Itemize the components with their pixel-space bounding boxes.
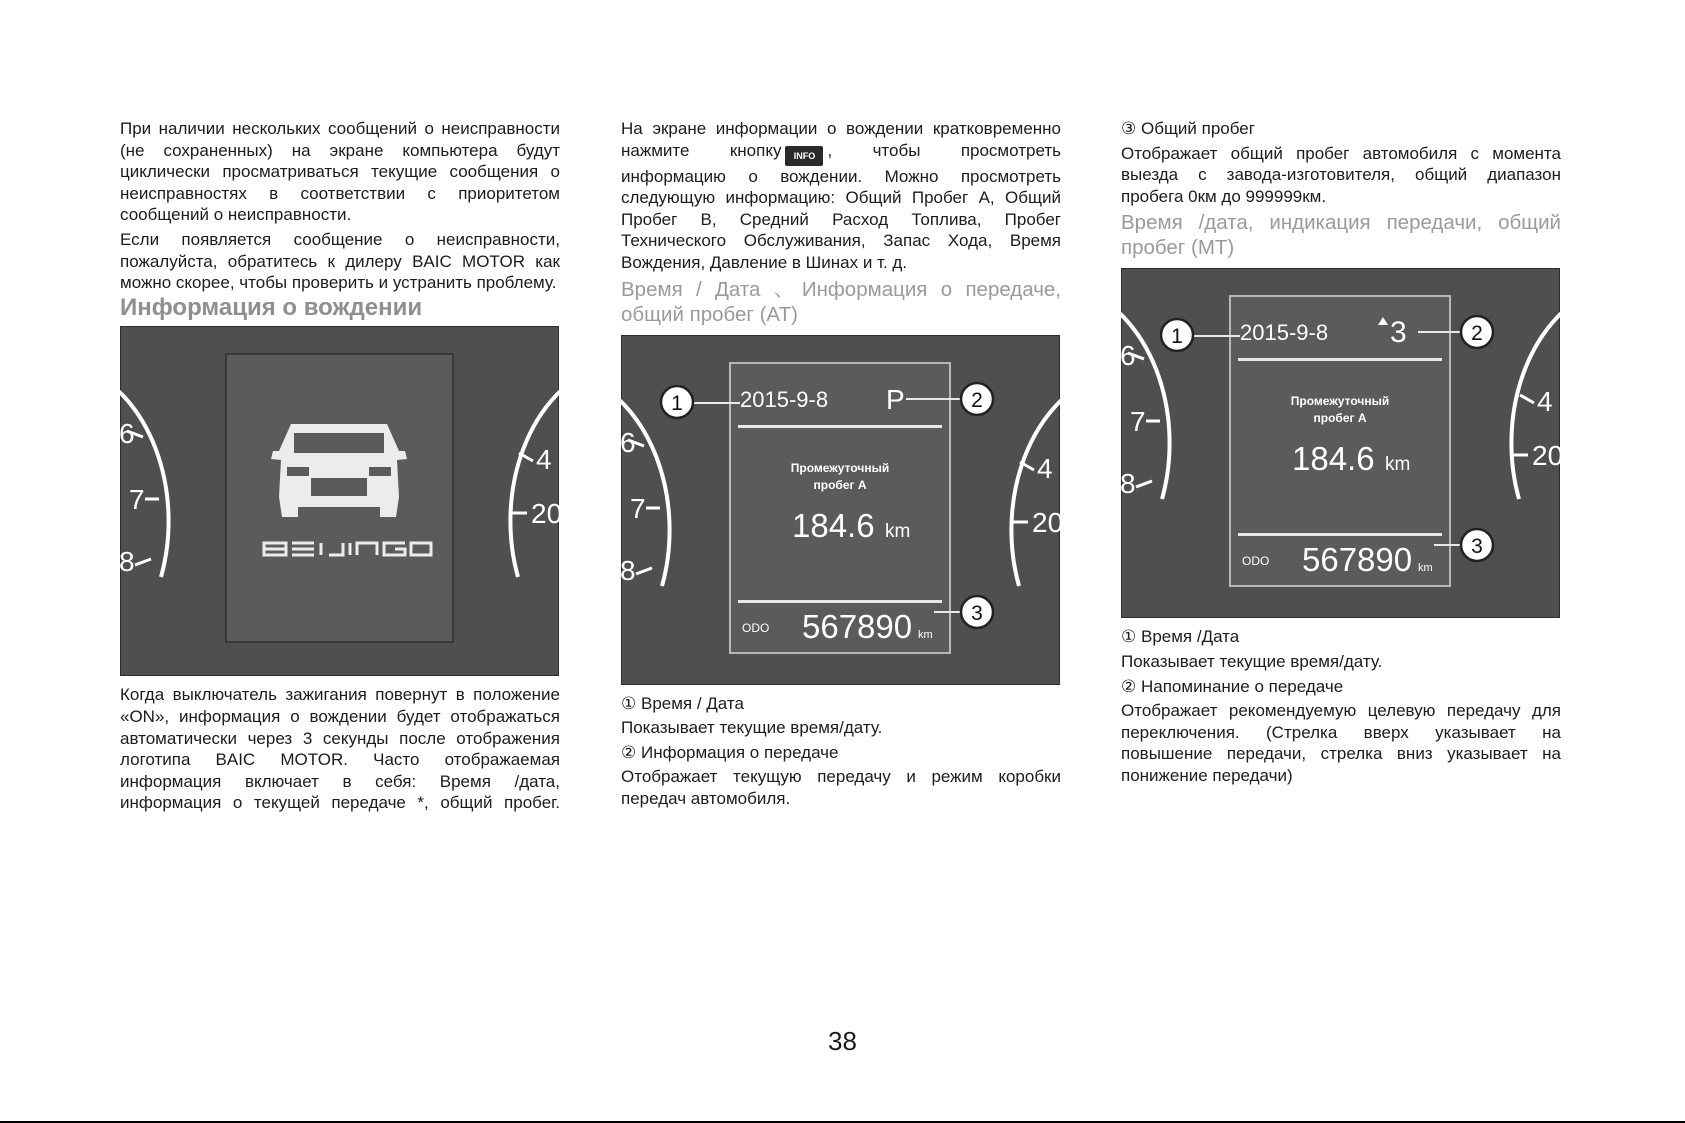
item-1-number: ① [1121,627,1137,647]
item-1-heading [621,693,1061,715]
item-2-title: Информация о передаче [640,742,839,762]
item-3-text: Отображает общий пробег автомобиля с момента выезда с завода-изготовителя, общий диапазон пробега 0км до 999999км. [1121,143,1561,206]
item-2-heading [1121,676,1561,698]
trip-title-line2: пробег А [1313,411,1367,426]
item-2-heading [621,742,1061,764]
item-2-number: ② [1121,676,1137,696]
item-2-text: Отображает текущую передачу и режим коробки передач автомобиля. [621,767,1061,808]
svg-text:1: 1 [1171,325,1183,349]
odo-label: ODO [1242,554,1270,569]
column-2 [620,118,1064,813]
left-gauge-label-8: 8 [119,546,135,578]
subheading-mt: Время /дата, индикация передачи, общий пробег (MT) [1121,211,1561,260]
cluster-image-at [620,335,1064,685]
paragraph-contact-dealer: Если появляется сообщение о неисправности, пожалуйста, обратитесь к дилеру BAIC MOTOR как можно скорее, чтобы проверить и устранить проблему. [120,229,560,293]
item-2-number: ② [621,742,637,762]
item-1-number: ① [621,693,637,713]
left-gauge-label-7: 7 [1130,406,1146,438]
svg-text:3: 3 [971,601,983,625]
trip-title-line2: пробег А [813,477,867,492]
column-1 [119,118,563,817]
right-gauge-label-4: 4 [536,444,552,476]
callout-2 [961,383,993,415]
trip-title-line1: Промежуточный [1290,394,1390,409]
column-3 [1120,118,1564,790]
callout-3 [1461,529,1493,561]
item-1-text: Показывает текущие время/дату. [1121,651,1383,671]
left-gauge-label-8: 8 [620,554,636,586]
cluster-image-logo [119,326,563,676]
callout-1 [661,386,693,418]
right-gauge-label-20: 20 [1032,506,1064,538]
trip-value: 184.6 [1292,440,1375,478]
cluster-at-illustration [620,336,1064,684]
display-date: 2015-9-8 [1240,320,1329,346]
odo-label: ODO [742,620,770,635]
cluster-logo-illustration [119,327,563,675]
trip-title-line1: Промежуточный [790,460,890,475]
callout-3 [961,596,993,628]
right-gauge-label-4: 4 [1037,452,1053,484]
item-2-title: Напоминание о передаче [1140,676,1344,696]
cluster-mt-illustration [1120,269,1564,617]
item-1-title: Время /Дата [1140,627,1240,647]
left-gauge-label-6: 6 [620,426,636,458]
item-3-heading [1121,118,1561,140]
item-2-text: Отображает рекомендуемую целевую передачу для переключения. (Стрелка вверх указывает на повышение передачи, стрелка вниз указывает на понижение передачи) [1121,701,1561,785]
svg-text:2: 2 [1471,322,1483,346]
left-gauge-label-7: 7 [630,492,646,524]
display-gear: 3 [1390,316,1407,350]
right-gauge-arc [510,367,598,577]
right-gauge-label-20: 20 [531,498,563,530]
cluster-image-mt [1120,268,1564,618]
svg-text:3: 3 [1471,535,1483,559]
display-date: 2015-9-8 [740,386,829,412]
paragraph-info-button [621,118,1061,274]
trip-unit: km [885,520,911,542]
info-button-icon: INFO [785,146,823,166]
svg-text:1: 1 [671,391,683,415]
paragraph-info-button-part1: На экране информации о вождении кратковременно нажмите кнопку [621,119,1061,160]
car-front-icon [271,424,407,517]
left-gauge-label-7: 7 [129,484,145,516]
odo-value: 567890 [1302,541,1413,579]
item-3-number: ③ [1121,119,1137,138]
svg-text:2: 2 [971,388,983,412]
trip-value: 184.6 [792,506,875,544]
subheading-at: Время / Дата 、Информация о передаче, общий пробег (AT) [621,277,1061,326]
right-gauge-label-4: 4 [1537,386,1553,418]
paragraph-ignition-on: Когда выключатель зажигания повернут в положение «ON», информация о вождении будет отображаться автоматически через 3 секунды после отображения логотипа BAIC MOTOR. Часто отображаемая информация включает в себя: Время /дата, информация о текущей передаче *, общий пробег. [120,685,560,813]
paragraph-info-button-part2: , чтобы просмотреть информацию о вождении. Можно просмотреть следующую информацию: Общий Пробег А, Общий Пробег В, Средний Расход Топлива, Пробег Технического Обслуживания, Запас Хода, Время Вождения, Давление в Шинах и т. д. [621,140,1061,272]
trip-unit: km [1385,454,1411,476]
left-gauge-label-6: 6 [119,418,135,450]
display-gear: P [886,383,905,415]
odo-value: 567890 [802,607,913,645]
page-number: 38 [828,1026,857,1056]
callout-2 [1461,316,1493,348]
left-gauge-label-8: 8 [1120,468,1136,500]
odo-unit: km [1418,562,1433,575]
item-1-heading [1121,626,1561,648]
item-3-title: Общий пробег [1140,119,1255,138]
section-heading-driving-info: Информация о вождении [120,293,423,321]
item-1-text: Показывает текущие время/дату. [621,718,883,738]
item-1-title: Время / Дата [640,693,744,713]
paragraph-multiple-faults: При наличии нескольких сообщений о неисправности (не сохраненных) на экране компьютера будут циклически просматриваться текущие сообщения о неисправностях в соответствии с приоритетом сообщений о неисправности. [120,119,560,225]
right-gauge-label-20: 20 [1532,440,1564,472]
left-gauge-label-6: 6 [1120,340,1136,372]
callout-1 [1161,319,1193,351]
odo-unit: km [918,628,933,641]
